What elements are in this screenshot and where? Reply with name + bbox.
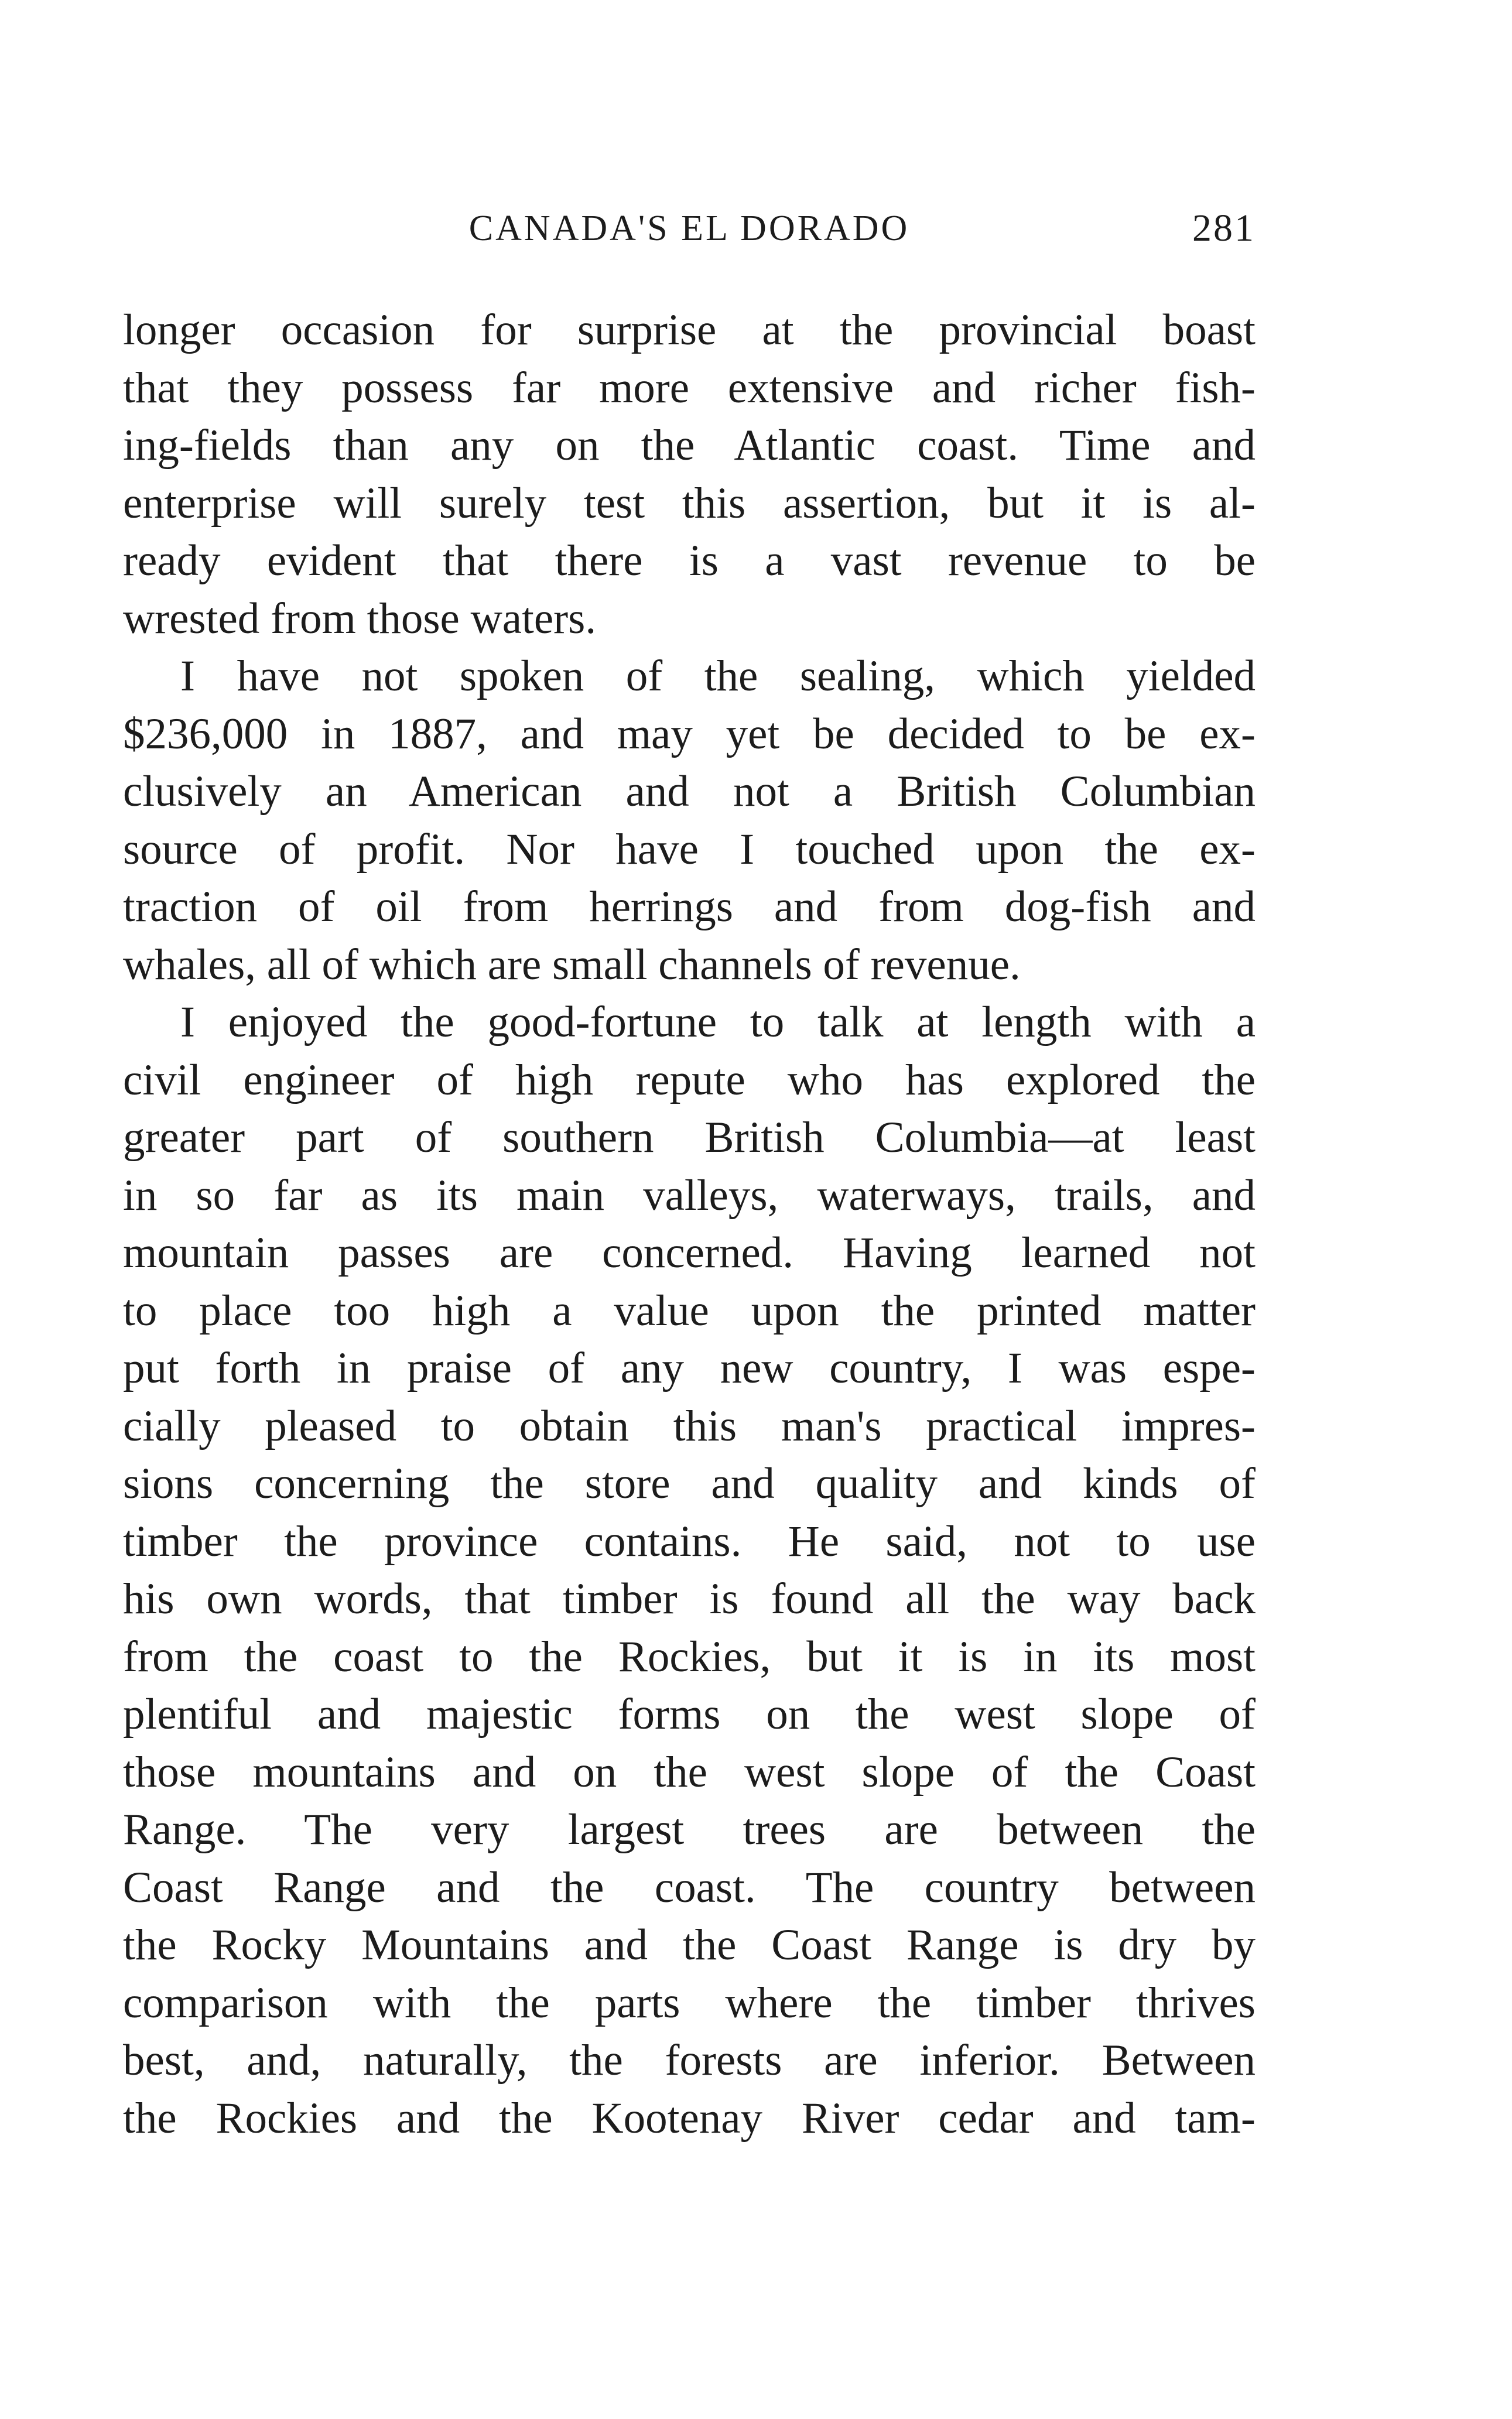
text-line: civil engineer of high repute who has explored the	[123, 1055, 1256, 1104]
text-line: cially pleased to obtain this man's practical impres-	[123, 1401, 1256, 1450]
text-line: whales, all of which are small channels of revenue.	[123, 940, 1021, 989]
text-line: timber the province contains. He said, not to use	[123, 1517, 1256, 1566]
text-line: I enjoyed the good-fortune to talk at length with a	[180, 998, 1256, 1046]
text-line: enterprise will surely test this assertion, but it is al-	[123, 478, 1256, 528]
text-line: wrested from those waters.	[123, 594, 597, 643]
text-line: mountain passes are concerned. Having learned not	[123, 1229, 1256, 1277]
text-line: sions concerning the store and quality and kinds of	[123, 1459, 1256, 1508]
text-line: his own words, that timber is found all the way back	[123, 1575, 1256, 1623]
text-line: that they possess far more extensive and richer fish-	[123, 363, 1256, 412]
text-line: traction of oil from herrings and from dog-fish and	[123, 882, 1256, 931]
text-line: to place too high a value upon the printed matter	[123, 1286, 1256, 1335]
text-line: plentiful and majestic forms on the west slope of	[123, 1690, 1256, 1739]
body-text	[123, 302, 1256, 2147]
text-line: longer occasion for surprise at the provincial boast	[123, 306, 1256, 354]
page-number: 281	[1192, 207, 1256, 249]
text-line: in so far as its main valleys, waterways, trails, and	[123, 1171, 1256, 1220]
text-line: comparison with the parts where the timber thrives	[123, 1978, 1256, 2027]
text-line: Range. The very largest trees are between the	[123, 1805, 1256, 1854]
text-line: greater part of southern British Columbia—at least	[123, 1113, 1256, 1162]
text-line: I have not spoken of the sealing, which yielded	[180, 652, 1256, 700]
text-line: $236,000 in 1887, and may yet be decided to be ex-	[123, 709, 1256, 758]
text-line: source of profit. Nor have I touched upon the ex-	[123, 824, 1256, 874]
text-line: ing-fields than any on the Atlantic coast. Time and	[123, 421, 1256, 470]
text-line: ready evident that there is a vast revenue to be	[123, 536, 1256, 585]
text-line: the Rocky Mountains and the Coast Range is dry by	[123, 1921, 1256, 1969]
text-line: best, and, naturally, the forests are inferior. Between	[123, 2036, 1256, 2085]
running-title: CANADA'S EL DORADO	[468, 208, 910, 248]
text-line: the Rockies and the Kootenay River cedar and tam-	[123, 2093, 1256, 2143]
text-line: put forth in praise of any new country, I was espe-	[123, 1344, 1256, 1392]
running-head	[123, 202, 1256, 255]
text-line: clusively an American and not a British Columbian	[123, 767, 1256, 816]
text-line: those mountains and on the west slope of the Coast	[123, 1747, 1256, 1797]
text-line: from the coast to the Rockies, but it is in its most	[123, 1632, 1256, 1681]
text-line: Coast Range and the coast. The country between	[123, 1863, 1256, 1912]
